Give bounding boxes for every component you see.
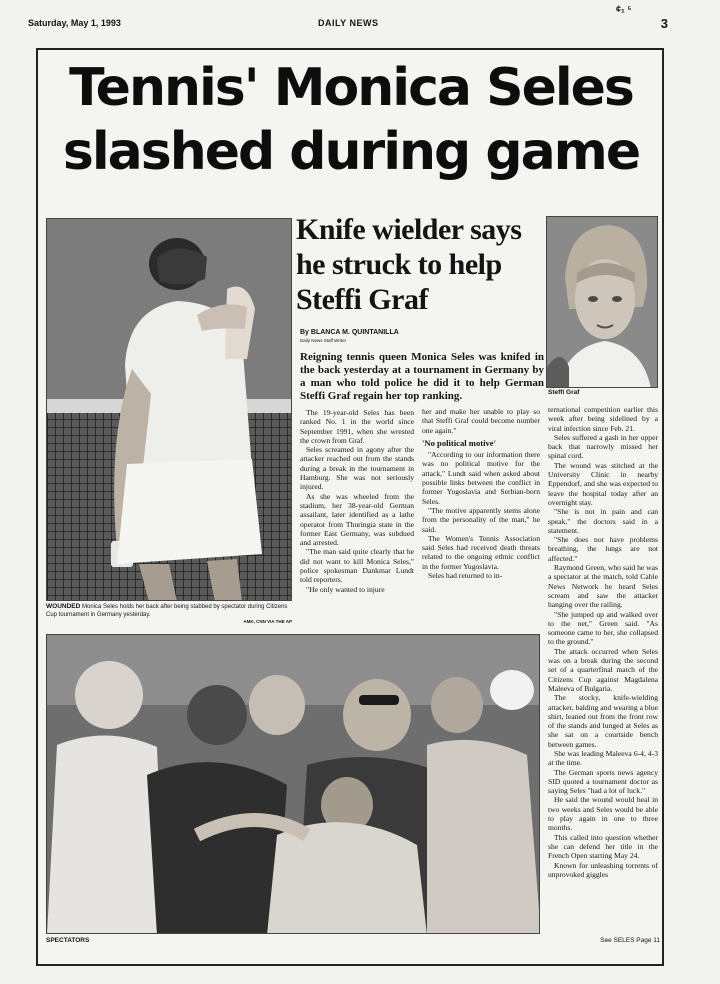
- column-paragraph: "She does not have problems breathing, the lungs are not affected.": [548, 535, 658, 563]
- column-paragraph: As she was wheeled from the stadium, her 38-year-old German assailant, later identified as a lathe operator from Thuringia state in the former East Germany, was subdued and arrested.: [300, 491, 414, 548]
- bottom-caption-label: SPECTATORS: [46, 937, 90, 944]
- lede-paragraph: Reigning tennis queen Monica Seles was knifed in the back yesterday at a tournament in Germany by a man who told police he did it to help German Steffi Graf regain her top ranking.: [300, 351, 544, 402]
- column-paragraph: Seles screamed in agony after the attacker reached out from the stands during a break in the tournament in Hamburg. She was not seriously injured.: [300, 445, 414, 492]
- column-paragraph: The German sports news agency SID quoted a tournament doctor as saying Seles "had a lot of luck.": [548, 767, 658, 796]
- continued-link[interactable]: See SELES Page 11: [600, 937, 660, 944]
- column-paragraph: He said the wound would heal in two weeks and Seles would be able to play again in one to three months.: [548, 795, 658, 833]
- portrait-caption: Steffi Graf: [548, 389, 580, 396]
- section-subhead: 'No political motive': [422, 437, 496, 448]
- column-paragraph: Seles suffered a gash in her upper back that narrowly missed her spinal cord.: [548, 432, 658, 461]
- column-paragraph: The wound was stitched at the University Clinic in nearby Eppendorf, and she was expected to leave the hospital today after an overnight stay.: [548, 460, 658, 507]
- column-paragraph: "She is not in pain and can speak," the doctors said in a statement.: [548, 507, 658, 535]
- top-photo-caption: [46, 603, 292, 619]
- page-number: 3: [660, 16, 668, 31]
- column-paragraph: Known for unleashing torrents of unprovoked giggles: [548, 860, 658, 879]
- article-column-3: [548, 405, 658, 950]
- byline-name: By BLANCA M. QUINTANILLA: [300, 329, 399, 336]
- column-paragraph: She was leading Maleeva 6-4, 4-3 at the time.: [548, 748, 658, 768]
- crowd-image: [47, 635, 540, 934]
- article-frame: [36, 48, 664, 966]
- margin-mark: ¢₁ ⁵: [616, 4, 632, 14]
- column-paragraph: ternational competition earlier this week after being sidelined by a viral infection since Feb. 21.: [548, 405, 658, 433]
- column-paragraph: The 19-year-old Seles has been ranked No. 1 in the world since September 1991, when she wrested the crown from Graf.: [300, 408, 414, 445]
- column-paragraph: "She jumped up and walked over to the net," Green said. "As someone came to her, she collapsed to the ground.": [548, 609, 658, 647]
- column-paragraph: This called into question whether she can defend her title in the French Open starting May 24.: [548, 832, 658, 861]
- column-paragraph: The attack occurred when Seles was on a break during the second set of a quarterfinal match of the Citizens Cup against Magdalena Maleeva of Bulgaria.: [548, 646, 658, 693]
- column-paragraph: The Women's Tennis Association said Seles had received death threats related to the ongoing ethnic conflict in the former Yugoslavia.: [422, 533, 540, 571]
- headline: Tennis' Monica Seles slashed during game: [62, 58, 640, 182]
- page-header: [28, 6, 668, 34]
- column-paragraph: Seles had returned to in-: [428, 571, 503, 581]
- bottom-photo-caption: [46, 937, 540, 945]
- column-paragraph: "The motive apparently stems alone from the personality of the man," he said.: [422, 505, 540, 534]
- column-paragraph: Raymond Green, who said he was a spectator at the match, told Cable News Network he heard Seles scream and saw the attacker hanging over the railing.: [548, 563, 658, 610]
- byline: [300, 329, 540, 343]
- top-caption-text: Monica Seles holds her back after being stabbed by spectator during Citizens Cup tournament in Germany yesterday.: [46, 604, 288, 618]
- article-column-2: [422, 407, 540, 629]
- issue-date: Saturday, May 1, 1993: [28, 18, 121, 28]
- article-column-1: [300, 408, 414, 630]
- subheadline: Knife wielder says he struck to help Steffi Graf: [296, 213, 522, 316]
- seles-wounded-photo: [46, 218, 292, 601]
- byline-title: Daily News Staff Writer: [300, 338, 347, 343]
- seles-wounded-image: [47, 219, 292, 601]
- column-paragraph: her and make her unable to play so that Steffi Graf could become number one again.": [422, 407, 540, 435]
- steffi-graf-portrait: [546, 216, 658, 388]
- crowd-photo: [46, 634, 540, 934]
- column-paragraph: The stocky, knife-wielding attacker, balding and wearing a blue shirt, leaned out from the front row of the stands and lunged at Seles as she sat on a courtside bench between games.: [548, 693, 658, 749]
- steffi-graf-image: [547, 217, 658, 388]
- top-photo-credit: AMK, CNN VIA THE AP: [243, 619, 292, 624]
- top-caption-label: WOUNDED: [46, 603, 81, 610]
- column-paragraph: "The man said quite clearly that he did not want to kill Monica Seles," police spokesman Dankmar Lundt told reporters.: [300, 547, 414, 585]
- column-paragraph: "According to our information there was no political motive for the attack," Lundt said when asked about possible links between the conflict in former Yugoslavia and Serbian-born Seles.: [422, 450, 540, 506]
- newspaper-name: DAILY NEWS: [318, 18, 379, 28]
- column-paragraph: "He only wanted to injure: [306, 584, 385, 594]
